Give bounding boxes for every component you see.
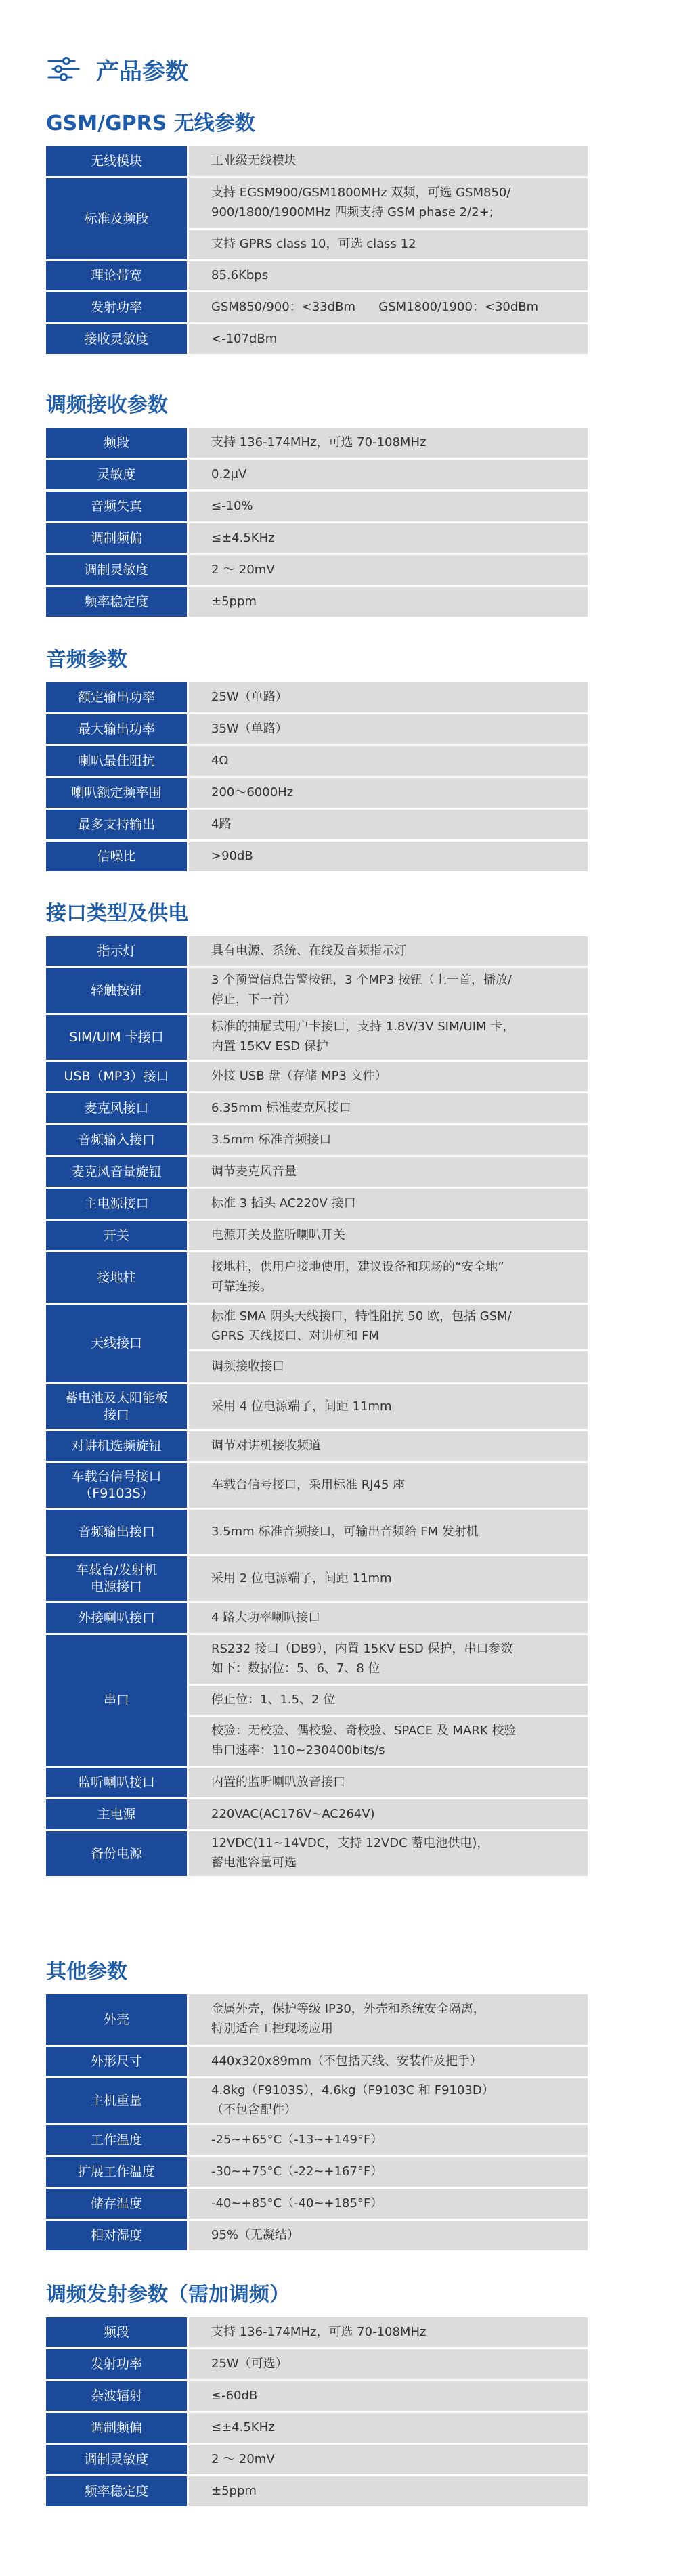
spec-values bbox=[189, 1093, 588, 1123]
spec-label: 无线模块 bbox=[46, 146, 187, 176]
spec-label: 麦克风接口 bbox=[46, 1093, 187, 1123]
spec-row bbox=[46, 2221, 588, 2250]
spec-values bbox=[189, 292, 588, 322]
spec-values bbox=[189, 492, 588, 521]
spec-value: 3.5mm 标准音频接口 bbox=[189, 1125, 588, 1155]
spec-label: 外壳 bbox=[46, 1994, 187, 2045]
spec-table bbox=[46, 682, 588, 871]
spec-label: 频段 bbox=[46, 2317, 187, 2347]
section-interfaces-power bbox=[46, 900, 588, 1876]
spec-label: 外接喇叭接口 bbox=[46, 1603, 187, 1633]
spec-label: 麦克风音量旋钮 bbox=[46, 1157, 187, 1187]
spec-value: 220VAC(AC176V~AC264V) bbox=[189, 1799, 588, 1829]
spec-label: 音频输入接口 bbox=[46, 1125, 187, 1155]
spec-row bbox=[46, 1062, 588, 1091]
section-gsm-gprs bbox=[46, 110, 588, 354]
section-fm-transmit bbox=[46, 2281, 588, 2506]
spec-value: ≤±4.5KHz bbox=[189, 2413, 588, 2443]
spec-row bbox=[46, 2476, 588, 2506]
spec-row bbox=[46, 2125, 588, 2155]
spec-values bbox=[189, 1463, 588, 1508]
spec-label: 调制灵敏度 bbox=[46, 555, 187, 585]
spec-values bbox=[189, 261, 588, 290]
section-title: 调频发射参数（需加调频） bbox=[46, 2283, 290, 2307]
spec-label: 喇叭最佳阻抗 bbox=[46, 746, 187, 776]
spec-row bbox=[46, 1125, 588, 1155]
spec-value: >90dB bbox=[189, 842, 588, 871]
filter-sliders-icon bbox=[47, 56, 80, 83]
spec-values bbox=[189, 428, 588, 458]
spec-row bbox=[46, 2047, 588, 2076]
spec-values bbox=[189, 1431, 588, 1461]
spec-row bbox=[46, 778, 588, 808]
spec-values bbox=[189, 1157, 588, 1187]
spec-values bbox=[189, 1510, 588, 1554]
section-title: 接口类型及供电 bbox=[46, 902, 188, 925]
spec-row bbox=[46, 292, 588, 322]
page-header bbox=[47, 47, 188, 91]
spec-values bbox=[189, 2221, 588, 2250]
spec-values bbox=[189, 1384, 588, 1429]
spec-value: 440x320x89mm（不包括天线、安装件及把手） bbox=[189, 2047, 588, 2076]
spec-label: 额定输出功率 bbox=[46, 682, 187, 712]
spec-value: 25W（可选） bbox=[189, 2349, 588, 2379]
spec-value: 4.8kg（F9103S），4.6kg（F9103C 和 F9103D） （不包含配件） bbox=[189, 2078, 588, 2123]
spec-value: -30~+75°C（-22~+167°F） bbox=[189, 2157, 588, 2187]
spec-label: 最大输出功率 bbox=[46, 714, 187, 744]
spec-values bbox=[189, 1015, 588, 1060]
spec-value: 采用 4 位电源端子，间距 11mm bbox=[189, 1384, 588, 1429]
spec-value: ≤-60dB bbox=[189, 2381, 588, 2411]
spec-value: 外接 USB 盘（存储 MP3 文件） bbox=[189, 1062, 588, 1091]
spec-label: 标准及频段 bbox=[46, 178, 187, 259]
spec-row bbox=[46, 1768, 588, 1797]
spec-value: ≤±4.5KHz bbox=[189, 523, 588, 553]
spec-values bbox=[189, 2078, 588, 2123]
spec-value: 6.35mm 标准麦克风接口 bbox=[189, 1093, 588, 1123]
spec-label: 发射功率 bbox=[46, 2349, 187, 2379]
spec-value: 电源开关及监听喇叭开关 bbox=[189, 1221, 588, 1250]
spec-values bbox=[189, 2476, 588, 2506]
spec-value: 支持 GPRS class 10，可选 class 12 bbox=[189, 230, 588, 259]
spec-row bbox=[46, 324, 588, 354]
spec-table bbox=[46, 428, 588, 617]
spec-value: 接地柱，供用户接地使用，建议设备和现场的“安全地” 可靠连接。 bbox=[189, 1252, 588, 1303]
spec-values bbox=[189, 2317, 588, 2347]
spec-value: 95%（无凝结） bbox=[189, 2221, 588, 2250]
spec-row bbox=[46, 2189, 588, 2219]
spec-row bbox=[46, 1831, 588, 1876]
spec-row bbox=[46, 682, 588, 712]
spec-label: 音频输出接口 bbox=[46, 1510, 187, 1554]
spec-values bbox=[189, 810, 588, 839]
spec-values bbox=[189, 2189, 588, 2219]
spec-label: 备份电源 bbox=[46, 1831, 187, 1876]
spec-row bbox=[46, 1603, 588, 1633]
spec-label: 车载台信号接口 （F9103S） bbox=[46, 1463, 187, 1508]
spec-value: 标准 3 插头 AC220V 接口 bbox=[189, 1189, 588, 1219]
spec-label: 信噪比 bbox=[46, 842, 187, 871]
spec-values bbox=[189, 746, 588, 776]
spec-value: 4Ω bbox=[189, 746, 588, 776]
spec-label: 最多支持输出 bbox=[46, 810, 187, 839]
spec-row bbox=[46, 1252, 588, 1303]
spec-label: 频率稳定度 bbox=[46, 2476, 187, 2506]
spec-row bbox=[46, 2157, 588, 2187]
spec-values bbox=[189, 587, 588, 617]
spec-row bbox=[46, 2413, 588, 2443]
spec-value: 标准 SMA 阴头天线接口，特性阻抗 50 欧，包括 GSM/ GPRS 天线接口、对讲机和 FM bbox=[189, 1305, 588, 1349]
spec-values bbox=[189, 1062, 588, 1091]
spec-values bbox=[189, 1768, 588, 1797]
spec-label: 天线接口 bbox=[46, 1305, 187, 1382]
spec-value: 标准的抽屉式用户卡接口，支持 1.8V/3V SIM/UIM 卡， 内置 15KV ESD 保护 bbox=[189, 1015, 588, 1060]
spec-row bbox=[46, 842, 588, 871]
spec-values bbox=[189, 2349, 588, 2379]
spec-label: 调制灵敏度 bbox=[46, 2445, 187, 2474]
spec-label: 灵敏度 bbox=[46, 460, 187, 489]
section-title: 调频接收参数 bbox=[46, 393, 168, 417]
spec-label: 指示灯 bbox=[46, 936, 187, 966]
spec-values bbox=[189, 1994, 588, 2045]
section-audio bbox=[46, 646, 588, 871]
spec-value: -25~+65°C（-13~+149°F） bbox=[189, 2125, 588, 2155]
spec-label: 串口 bbox=[46, 1635, 187, 1766]
spec-label: 喇叭额定频率围 bbox=[46, 778, 187, 808]
spec-row bbox=[46, 492, 588, 521]
spec-row bbox=[46, 1015, 588, 1060]
spec-label: 发射功率 bbox=[46, 292, 187, 322]
spec-value: 4路 bbox=[189, 810, 588, 839]
spec-row bbox=[46, 714, 588, 744]
spec-row bbox=[46, 1384, 588, 1429]
spec-values bbox=[189, 178, 588, 259]
spec-row bbox=[46, 1556, 588, 1601]
spec-values bbox=[189, 1799, 588, 1829]
spec-row bbox=[46, 2381, 588, 2411]
spec-values bbox=[189, 1125, 588, 1155]
spec-label: SIM/UIM 卡接口 bbox=[46, 1015, 187, 1060]
spec-value: 支持 136-174MHz，可选 70-108MHz bbox=[189, 2317, 588, 2347]
spec-label: 相对湿度 bbox=[46, 2221, 187, 2250]
spec-label: USB（MP3）接口 bbox=[46, 1062, 187, 1091]
spec-row bbox=[46, 178, 588, 259]
spec-label: 开关 bbox=[46, 1221, 187, 1250]
spec-values bbox=[189, 778, 588, 808]
spec-value: ±5ppm bbox=[189, 587, 588, 617]
section-title: 音频参数 bbox=[46, 648, 127, 672]
spec-values bbox=[189, 2445, 588, 2474]
spec-label: 储存温度 bbox=[46, 2189, 187, 2219]
spec-row bbox=[46, 1799, 588, 1829]
spec-value: 具有电源、系统、在线及音频指示灯 bbox=[189, 936, 588, 966]
spec-value: <-107dBm bbox=[189, 324, 588, 354]
spec-row bbox=[46, 936, 588, 966]
spec-row bbox=[46, 746, 588, 776]
spec-label: 理论带宽 bbox=[46, 261, 187, 290]
spec-values bbox=[189, 1556, 588, 1601]
spec-label: 调制频偏 bbox=[46, 523, 187, 553]
spec-label: 杂波辐射 bbox=[46, 2381, 187, 2411]
spec-label: 音频失真 bbox=[46, 492, 187, 521]
spec-value: 12VDC(11~14VDC，支持 12VDC 蓄电池供电)， 蓄电池容量可选 bbox=[189, 1831, 588, 1876]
spec-value: 支持 136-174MHz，可选 70-108MHz bbox=[189, 428, 588, 458]
spec-values bbox=[189, 1221, 588, 1250]
spec-label: 工作温度 bbox=[46, 2125, 187, 2155]
spec-label: 频率稳定度 bbox=[46, 587, 187, 617]
section-other bbox=[46, 1958, 588, 2250]
spec-value: 4 路大功率喇叭接口 bbox=[189, 1603, 588, 1633]
spec-value: 3.5mm 标准音频接口，可输出音频给 FM 发射机 bbox=[189, 1510, 588, 1554]
spec-value: 35W（单路） bbox=[189, 714, 588, 744]
spec-table bbox=[46, 1994, 588, 2250]
spec-values bbox=[189, 523, 588, 553]
spec-row bbox=[46, 2317, 588, 2347]
spec-row bbox=[46, 1221, 588, 1250]
spec-label: 对讲机选频旋钮 bbox=[46, 1431, 187, 1461]
spec-values bbox=[189, 1831, 588, 1876]
spec-row bbox=[46, 2445, 588, 2474]
spec-values bbox=[189, 1635, 588, 1766]
spec-row bbox=[46, 1463, 588, 1508]
spec-values bbox=[189, 324, 588, 354]
section-title: GSM/GPRS 无线参数 bbox=[46, 112, 255, 135]
spec-values bbox=[189, 2157, 588, 2187]
spec-row bbox=[46, 968, 588, 1013]
spec-row bbox=[46, 1431, 588, 1461]
spec-value: 85.6Kbps bbox=[189, 261, 588, 290]
section-fm-receive bbox=[46, 391, 588, 617]
spec-row bbox=[46, 1635, 588, 1766]
spec-value: 校验：无校验、偶校验、奇校验、SPACE 及 MARK 校验 串口速率：110~230400bits/s bbox=[189, 1717, 588, 1766]
spec-values bbox=[189, 968, 588, 1013]
spec-row bbox=[46, 523, 588, 553]
spec-label: 车载台/发射机 电源接口 bbox=[46, 1556, 187, 1601]
spec-value: 2 ～ 20mV bbox=[189, 2445, 588, 2474]
spec-label: 调制频偏 bbox=[46, 2413, 187, 2443]
spec-row bbox=[46, 2078, 588, 2123]
spec-values bbox=[189, 1305, 588, 1382]
spec-values bbox=[189, 1252, 588, 1303]
spec-value: ±5ppm bbox=[189, 2476, 588, 2506]
spec-value: 停止位：1、1.5、2 位 bbox=[189, 1686, 588, 1715]
spec-label: 轻触按钮 bbox=[46, 968, 187, 1013]
spec-row bbox=[46, 1510, 588, 1554]
spec-values bbox=[189, 146, 588, 176]
spec-label: 接收灵敏度 bbox=[46, 324, 187, 354]
spec-values bbox=[189, 682, 588, 712]
spec-value: 调节麦克风音量 bbox=[189, 1157, 588, 1187]
spec-row bbox=[46, 587, 588, 617]
spec-table bbox=[46, 936, 588, 1876]
spec-values bbox=[189, 936, 588, 966]
spec-values bbox=[189, 2047, 588, 2076]
spec-value: 2 ～ 20mV bbox=[189, 555, 588, 585]
spec-value: 3 个预置信息告警按钮，3 个MP3 按钮（上一首，播放/ 停止，下一首） bbox=[189, 968, 588, 1013]
spec-value: 工业级无线模块 bbox=[189, 146, 588, 176]
spec-value: RS232 接口（DB9），内置 15KV ESD 保护，串口参数 如下：数据位：5、6、7、8 位 bbox=[189, 1635, 588, 1684]
spec-values bbox=[189, 2381, 588, 2411]
spec-row bbox=[46, 460, 588, 489]
spec-values bbox=[189, 2125, 588, 2155]
spec-values bbox=[189, 714, 588, 744]
spec-value: 调频接收接口 bbox=[189, 1351, 588, 1382]
spec-label: 主机重量 bbox=[46, 2078, 187, 2123]
spec-label: 蓄电池及太阳能板 接口 bbox=[46, 1384, 187, 1429]
spec-table bbox=[46, 2317, 588, 2506]
spec-values bbox=[189, 555, 588, 585]
spec-row bbox=[46, 555, 588, 585]
spec-label: 频段 bbox=[46, 428, 187, 458]
spec-value: 车载台信号接口，采用标准 RJ45 座 bbox=[189, 1463, 588, 1508]
spec-row bbox=[46, 428, 588, 458]
spec-label: 接地柱 bbox=[46, 1252, 187, 1303]
spec-row bbox=[46, 1305, 588, 1382]
spec-value: 25W（单路） bbox=[189, 682, 588, 712]
spec-values bbox=[189, 1603, 588, 1633]
spec-row bbox=[46, 1157, 588, 1187]
spec-label: 外形尺寸 bbox=[46, 2047, 187, 2076]
spec-table bbox=[46, 146, 588, 354]
spec-value: 内置的监听喇叭放音接口 bbox=[189, 1768, 588, 1797]
spec-value: GSM850/900：<33dBm GSM1800/1900：<30dBm bbox=[189, 292, 588, 322]
spec-value: 支持 EGSM900/GSM1800MHz 双频，可选 GSM850/ 900/1800/1900MHz 四频支持 GSM phase 2/2+; bbox=[189, 178, 588, 228]
spec-row bbox=[46, 261, 588, 290]
spec-row bbox=[46, 810, 588, 839]
spec-value: 0.2μV bbox=[189, 460, 588, 489]
spec-label: 主电源接口 bbox=[46, 1189, 187, 1219]
spec-value: 200～6000Hz bbox=[189, 778, 588, 808]
spec-value: 金属外壳，保护等级 IP30，外壳和系统安全隔离， 特别适合工控现场应用 bbox=[189, 1994, 588, 2045]
spec-row bbox=[46, 2349, 588, 2379]
section-title: 其他参数 bbox=[46, 1960, 127, 1984]
spec-values bbox=[189, 842, 588, 871]
spec-label: 扩展工作温度 bbox=[46, 2157, 187, 2187]
spec-value: 采用 2 位电源端子，间距 11mm bbox=[189, 1556, 588, 1601]
spec-value: -40~+85°C（-40~+185°F） bbox=[189, 2189, 588, 2219]
spec-values bbox=[189, 2413, 588, 2443]
spec-row bbox=[46, 1189, 588, 1219]
spec-row bbox=[46, 146, 588, 176]
page-title: 产品参数 bbox=[96, 58, 188, 85]
spec-values bbox=[189, 460, 588, 489]
spec-row bbox=[46, 1994, 588, 2045]
spec-row bbox=[46, 1093, 588, 1123]
spec-label: 主电源 bbox=[46, 1799, 187, 1829]
spec-label: 监听喇叭接口 bbox=[46, 1768, 187, 1797]
spec-values bbox=[189, 1189, 588, 1219]
spec-value: ≤-10% bbox=[189, 492, 588, 521]
spec-value: 调节对讲机接收频道 bbox=[189, 1431, 588, 1461]
